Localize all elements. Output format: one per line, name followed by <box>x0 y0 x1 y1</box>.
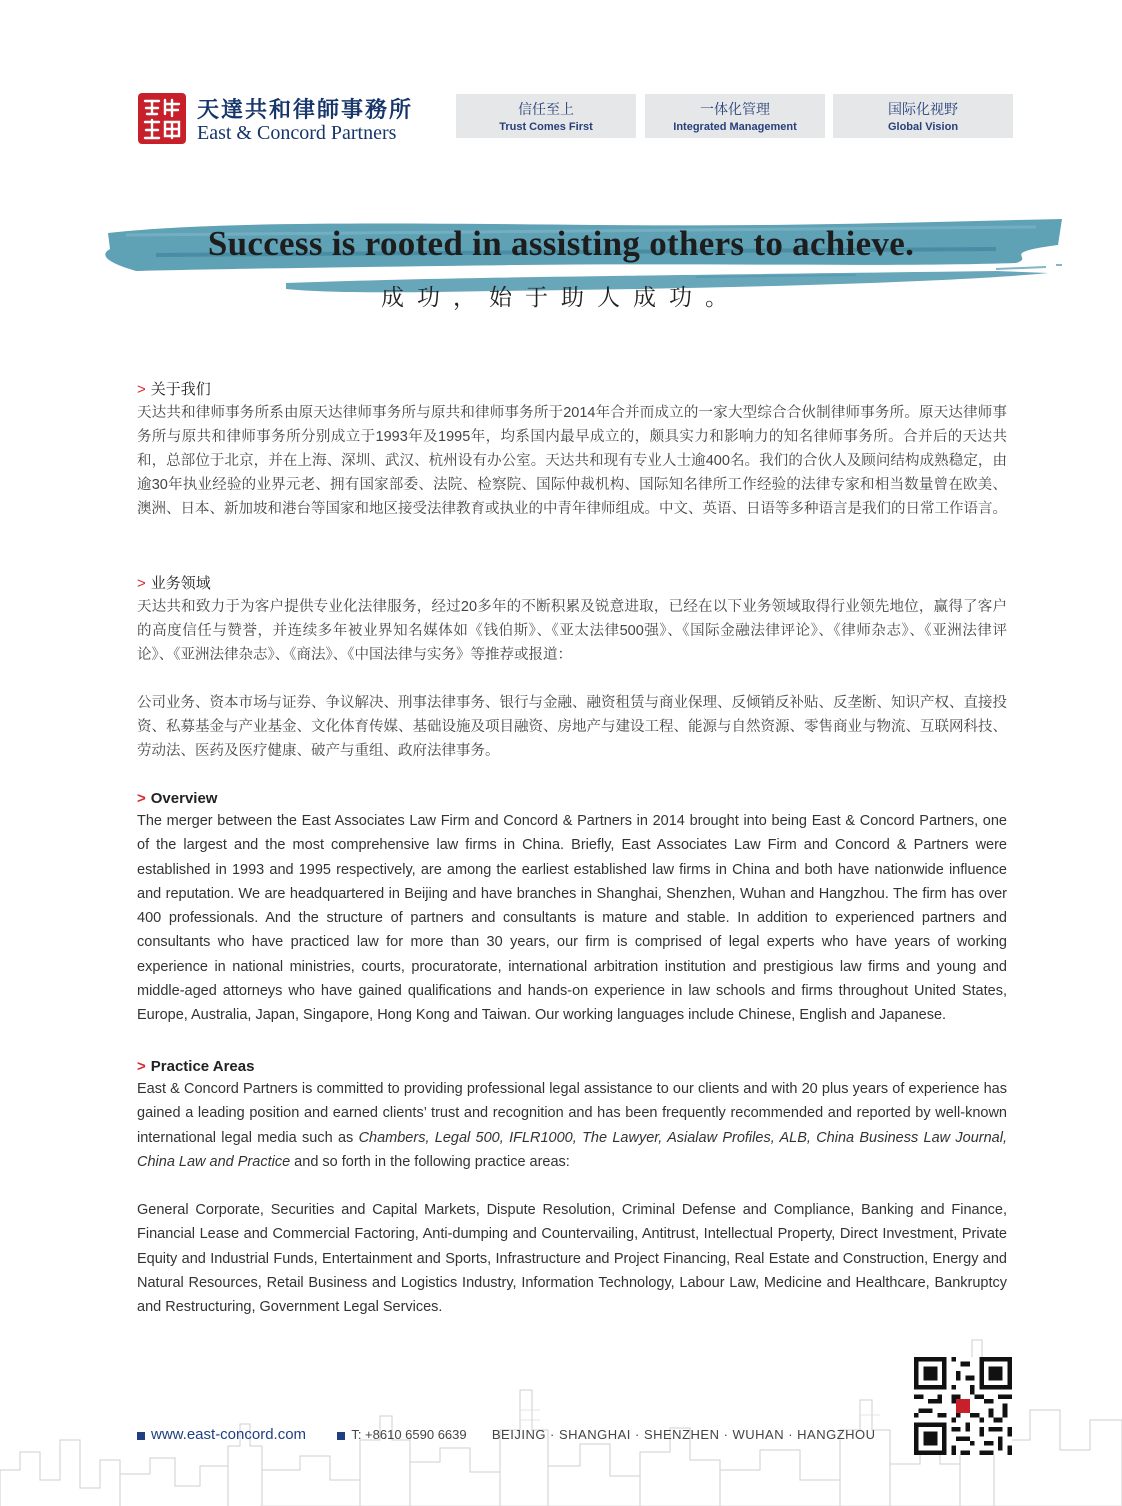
seal-logo-icon <box>137 92 187 145</box>
tagline-integrated-en: Integrated Management <box>673 121 797 133</box>
heading-text: 关于我们 <box>150 381 211 398</box>
heading-arrow: > <box>137 1058 146 1075</box>
heading-text: 业务领域 <box>150 575 211 592</box>
office-cities: BEIJING · SHANGHAI · SHENZHEN · WUHAN · HANGZHOU <box>491 1427 876 1442</box>
section-about-cn <box>137 378 1007 521</box>
heading-text: Overview <box>150 790 218 807</box>
tagline-trust <box>456 94 636 138</box>
footer-contact <box>137 1426 876 1443</box>
tagline-global-cn: 国际化视野 <box>888 102 958 118</box>
section-body: The merger between the East Associates Law Firm and Concord & Partners in 2014 brought into being East & Concord Partners, one of the largest and the most comprehensive law firms in China. Briefly, East Associates Law Firm and Concord & Partners were established in 1993 and 1995 respectively, are among the earliest established law firms in China and both have nationwide influence and reputation. We are headquartered in Beijing and have branches in Shanghai, Shenzhen, Wuhan and Hangzhou. The firm has over 400 professionals. And the structure of partners and consultants is mature and stable. In addition to experienced partners and consultants who have practiced law for more than 30 years, our firm is comprised of legal experts who have years of working experience in national ministries, courts, procuratorate, international arbitration institution and prestigious law firms and young and middle-aged attorneys who have gained qualifications and hands-on experience in law schools and firms throughout United States, Europe, Australia, Japan, Singapore, Hong Kong and Taiwan. Our working languages include Chinese, English and Japanese. <box>137 813 1007 1024</box>
tagline-integrated <box>645 94 825 138</box>
practice-areas-list: 公司业务、资本市场与证券、争议解决、刑事法律事务、银行与金融、融资租赁与商业保理、反倾销反补贴、反垄断、知识产权、直接投资、私募基金与产业基金、文化体育传媒、基础设施及项目融资、房地产与建设工程、能源与自然资源、零售商业与物流、互联网科技、劳动法、医药及医疗健康、破产与重组、政府法律事务。 <box>137 695 1007 759</box>
bullet-square-icon <box>137 1432 145 1440</box>
tagline-trust-en: Trust Comes First <box>499 121 593 133</box>
logo-chinese-name: 天達共和律師事務所 <box>197 97 414 123</box>
section-practice-cn <box>137 572 1007 763</box>
media-list: Chambers, Legal 500, IFLR1000, The Lawyer, Asialaw Profiles, ALB, China Business Law Journal, China Law and Practice <box>137 1129 1008 1170</box>
heading-arrow: > <box>137 790 146 807</box>
body-intro: East & Concord Partners is committed to providing professional legal assistance to our clients and with 20 plus years of experience has gained a leading position and earned clients’ trust and recognition and has been frequently recommended and reported by well-known international legal media such as <box>137 1081 1007 1146</box>
heading-arrow: > <box>137 575 146 592</box>
section-heading <box>137 572 1007 593</box>
section-body <box>137 1077 1007 1174</box>
section-body: 天达共和律师事务所系由原天达律师事务所与原共和律师事务所于2014年合并而成立的一家大型综合合伙制律师事务所。原天达律师事务所与原共和律师事务所分别成立于1993年及1995年，均系国内最早成立的，颇具实力和影响力的知名律师事务所。合并后的天达共和，总部位于北京，并在上海、深圳、武汉、杭州设有办公室。天达共和现有专业人士逾400名。我们的合伙人及顾问结构成熟稳定，由逾30年执业经验的业界元老、拥有国家部委、法院、检察院、国际仲裁机构、国际知名律所工作经验的法律专家和相当数量曾在欧美、澳洲、日本、新加坡和港台等国家和地区接受法律教育或执业的中青年律师组成。中文、英语、日语等多种语言是我们的日常工作语言。 <box>137 405 1007 517</box>
section-body: 天达共和致力于为客户提供专业化法律服务，经过20多年的不断积累及锐意进取，已经在以下业务领域取得行业领先地位，赢得了客户的高度信任与赞誉，并连续多年被业界知名媒体如《钱伯斯》、《亚太法律500强》、《国际金融法律评论》、《律师杂志》、《亚洲法律评论》、《亚洲法律杂志》、《商法》、《中国法律与实务》等推荐或报道： <box>137 599 1007 663</box>
tagline-global-en: Global Vision <box>887 121 959 133</box>
slogan-chinese: 成功，始于助人成功。 <box>381 285 741 311</box>
qr-code-icon[interactable] <box>914 1357 1012 1455</box>
tagline-trust-cn: 信任至上 <box>518 102 574 118</box>
body-outro: and so forth in the following practice areas: <box>290 1153 570 1170</box>
phone-number: T: +8610 6590 6639 <box>351 1427 467 1442</box>
logo-english-name: East & Concord Partners <box>197 122 397 144</box>
bullet-square-icon <box>337 1432 345 1440</box>
section-heading <box>137 1058 1007 1075</box>
slogan-english: Success is rooted in assisting others to achieve. <box>207 224 915 263</box>
tagline-global <box>833 94 1013 138</box>
website-link[interactable]: www.east-concord.com <box>151 1426 307 1443</box>
heading-arrow: > <box>137 381 146 398</box>
section-heading <box>137 790 1007 807</box>
heading-text: Practice Areas <box>150 1058 255 1075</box>
practice-areas-list: General Corporate, Securities and Capital Markets, Dispute Resolution, Criminal Defense and Compliance, Banking and Finance, Financial Lease and Commercial Factoring, Anti-dumping and Countervailing, Antitrust, Intellectual Property, Direct Investment, Private Equity and Industrial Funds, Entertainment and Sports, Infrastructure and Project Financing, Real Estate and Construction, Energy and Natural Resources, Retail Business and Logistics Industry, Information Technology, Labour Law, Medicine and Healthcare, Bankruptcy and Restructuring, Government Legal Services. <box>137 1202 1007 1316</box>
section-overview-en <box>137 790 1007 1028</box>
section-heading <box>137 378 1007 399</box>
tagline-integrated-cn: 一体化管理 <box>700 102 770 118</box>
section-practice-en <box>137 1058 1007 1320</box>
firm-logo <box>137 92 437 148</box>
